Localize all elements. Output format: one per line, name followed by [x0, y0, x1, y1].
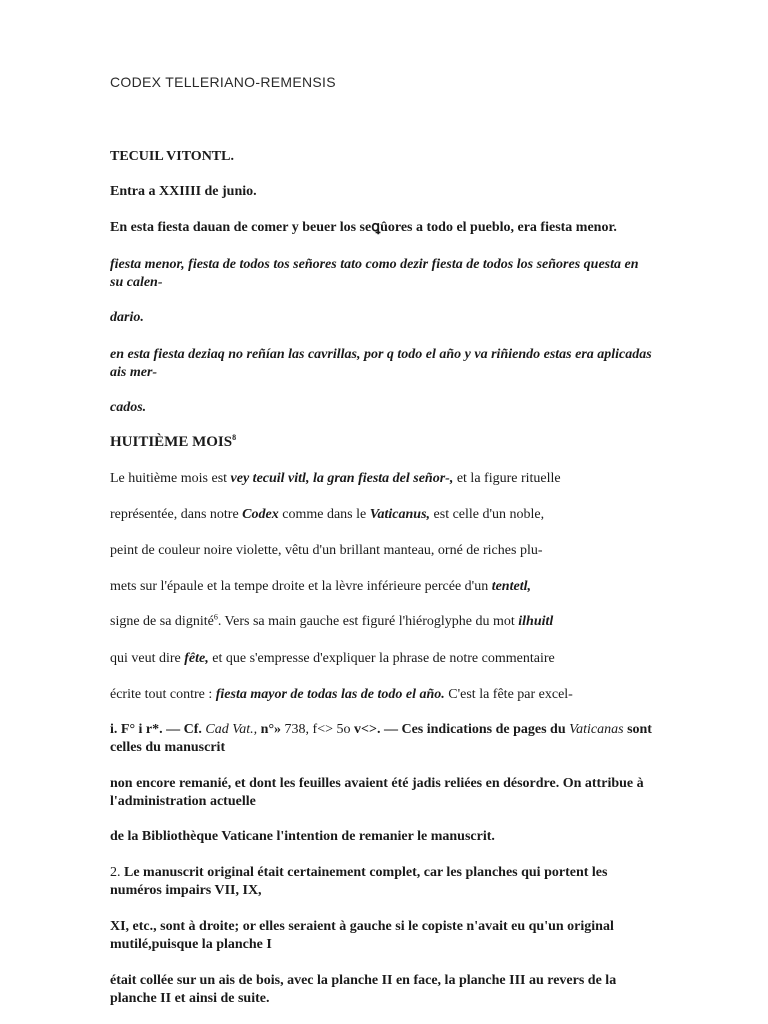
body-line-5-note: 6	[213, 612, 218, 622]
spanish-sentence: En esta fiesta dauan de comer y beuer los seꝗûores a todo el pueblo, era fiesta menor.	[110, 220, 617, 235]
spanish-gloss-1	[110, 256, 718, 292]
body-line-7-quote: fiesta mayor de todas las de todo el año.	[215, 687, 445, 702]
body-line-2-vaticanus: Vaticanus,	[369, 507, 431, 522]
running-head: CODEX TELLERIANO-REMENSIS	[110, 74, 336, 90]
body-line-7	[110, 686, 718, 704]
spanish-gloss-2	[110, 346, 718, 382]
footnote-1-vaticanas: Vaticanas	[569, 722, 624, 737]
body-line-2-text-e: est celle d'un noble,	[430, 507, 545, 522]
footnote-2-cont-b-line-1: était collée sur un ais de bois, avec la planche II en face, la planche III au revers de la	[110, 973, 617, 988]
footnote-1-cont-a-line-1: non encore remanié, et dont les feuilles avaient été jadis reliées en désordre. On attribue à	[110, 776, 644, 791]
footnote-1-text-e: v<>. — Ces indications de pages du	[354, 722, 570, 737]
footnote-2-text: Le manuscrit original était certainement complet, car les planches qui portent les	[124, 865, 608, 880]
body-line-6-text-a: qui veut dire	[110, 651, 185, 666]
footnote-1-text-c: n°»	[257, 722, 285, 737]
body-line-4-tentetl: tentetl,	[491, 579, 531, 594]
gloss-1-line-1: fiesta menor, fiesta de todos tos señores tato como dezir fiesta de todos los señores questa en	[110, 257, 639, 272]
body-line-6-text-c: et que s'empresse d'expliquer la phrase de notre commentaire	[208, 651, 555, 666]
footnote-1-text-g: sont	[623, 722, 652, 737]
footnote-1-cont-a-line-2: l'administration actuelle	[110, 794, 256, 809]
spanish-gloss-2-cont: cados.	[110, 400, 147, 415]
body-line-5-text-b: . Vers sa main gauche est figuré l'hiéroglyphe du mot	[217, 614, 519, 629]
body-line-5-text-a: signe de sa dignité	[110, 614, 214, 629]
section-heading-note: 8	[232, 433, 237, 442]
body-line-2	[110, 506, 718, 524]
footnote-1-text-a: i. F° i r*. — Cf.	[110, 722, 206, 737]
footnote-2-number: 2.	[110, 865, 124, 880]
body-line-6-fete: fête,	[184, 651, 209, 666]
spanish-date-line: Entra a XXIIII de junio.	[110, 184, 257, 199]
body-line-5	[110, 613, 718, 631]
body-line-2-text-a: représentée, dans notre	[110, 507, 243, 522]
footnote-1-text-d: 738, f<> 5o	[284, 722, 354, 737]
body-line-6	[110, 650, 718, 668]
body-line-2-codex: Codex	[242, 507, 279, 522]
body-line-1-text-c: et la figure rituelle	[453, 471, 561, 486]
body-line-1-emphasis: vey tecuil vitl, la gran fiesta del señor-,	[230, 471, 454, 486]
section-heading	[110, 433, 718, 451]
footnote-1-cont-b: de la Bibliothèque Vaticane l'intention de remanier le manuscrit.	[110, 829, 495, 844]
body-line-7-text-c: C'est la fête par excel-	[444, 687, 573, 702]
body-line-2-text-c: comme dans le	[278, 507, 370, 522]
body-line-1	[110, 470, 718, 488]
footnote-2-line-2: numéros impairs VII, IX,	[110, 883, 262, 898]
footnote-2	[110, 864, 718, 900]
spanish-gloss-1-cont: dario.	[110, 310, 144, 325]
footnote-2-cont-b	[110, 972, 718, 1008]
footnote-1-cont-a	[110, 775, 718, 811]
gloss-2-line-1: en esta fiesta deziaq no reñían las cavrillas, por q todo el año y va riñiendo estas era aplicadas	[110, 347, 652, 362]
footnote-2-cont-a-line-1: XI, etc., sont à droite; or elles seraient à gauche si le copiste n'avait eu qu'un original	[110, 919, 614, 934]
footnote-2-line-1	[110, 864, 718, 882]
body-line-5-ilhuitl: ilhuitl	[518, 614, 554, 629]
footnote-1-cad-vat: Cad Vat.,	[205, 722, 258, 737]
body-line-3: peint de couleur noire violette, vêtu d'un brillant manteau, orné de riches plu-	[110, 543, 543, 558]
body-line-7-text-a: écrite tout contre :	[110, 687, 216, 702]
footnote-2-cont-a-line-2: mutilé,puisque la planche I	[110, 937, 272, 952]
footnote-1	[110, 721, 718, 757]
spanish-title: TECUIL VITONTL.	[110, 149, 234, 164]
footnote-1-line-1	[110, 721, 718, 739]
body-line-1-text-a: Le huitième mois est	[110, 471, 231, 486]
gloss-1-line-2: su calen-	[110, 275, 163, 290]
section-heading-text: HUITIÈME MOIS	[110, 434, 233, 450]
body-line-4	[110, 578, 718, 596]
gloss-2-line-2: ais mer-	[110, 365, 158, 380]
footnote-1-line-2: celles du manuscrit	[110, 740, 226, 755]
footnote-2-cont-a	[110, 918, 718, 954]
body-line-4-text-a: mets sur l'épaule et la tempe droite et la lèvre inférieure percée d'un	[110, 579, 492, 594]
footnote-2-cont-b-line-2: planche II et ainsi de suite.	[110, 991, 270, 1006]
